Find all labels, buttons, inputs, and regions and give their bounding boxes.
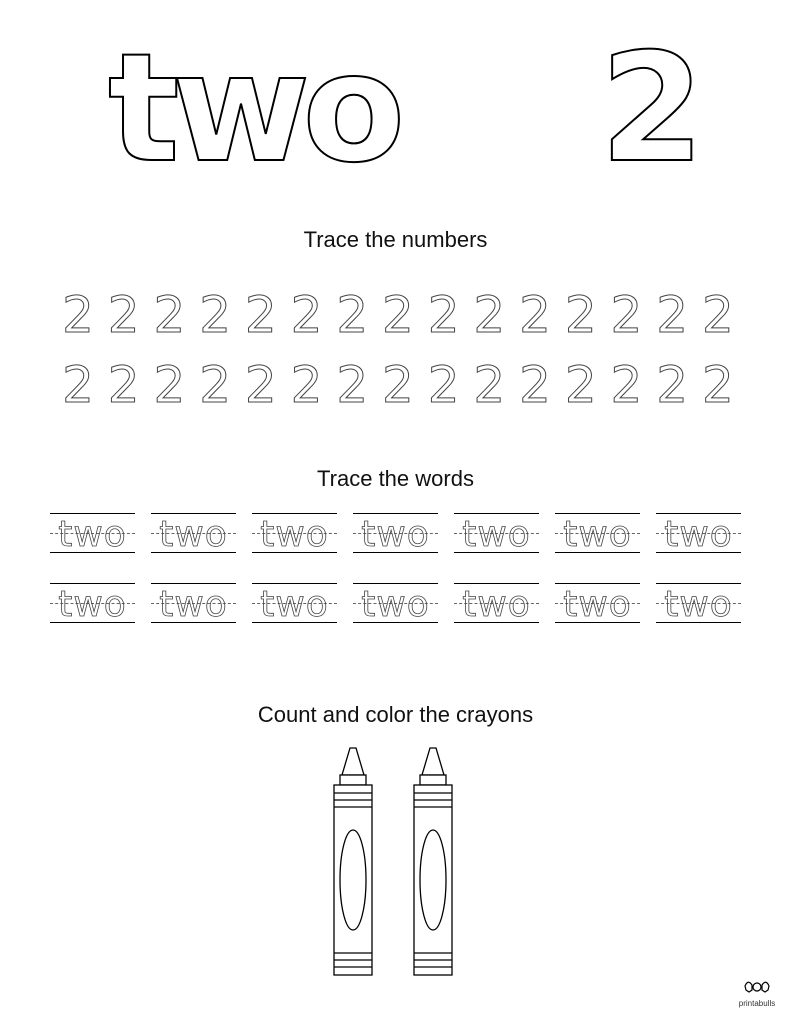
- trace-numeral: 2: [62, 286, 94, 344]
- crayon-group: [330, 745, 460, 980]
- word-trace-cell: [656, 513, 741, 559]
- trace-word: two: [260, 514, 329, 555]
- word-trace-cell: [555, 513, 640, 559]
- word-trace-cell: [555, 583, 640, 629]
- trace-numeral: 2: [701, 286, 734, 344]
- trace-word: two: [462, 514, 531, 555]
- word-trace-cell: [454, 513, 539, 559]
- trace-numeral: 2: [610, 356, 643, 414]
- word-trace-cell: [454, 583, 539, 629]
- trace-numeral: 2: [199, 286, 232, 344]
- trace-numeral: 2: [244, 286, 277, 344]
- number-trace-row: [58, 286, 738, 344]
- trace-word: two: [58, 584, 127, 625]
- trace-numeral: 2: [107, 286, 140, 344]
- trace-word: two: [159, 584, 228, 625]
- trace-numeral: 2: [701, 356, 734, 414]
- trace-numeral: 2: [473, 356, 506, 414]
- trace-word: two: [664, 584, 733, 625]
- trace-numeral: 2: [336, 356, 369, 414]
- crayon: [334, 748, 372, 975]
- word-trace-cell: [50, 513, 135, 559]
- logo-text: printabulls: [738, 999, 776, 1008]
- trace-word: two: [563, 584, 632, 625]
- trace-word: two: [361, 584, 430, 625]
- trace-numeral: 2: [153, 286, 186, 344]
- trace-numeral: 2: [382, 286, 414, 344]
- trace-words-heading: Trace the words: [317, 466, 474, 491]
- trace-numeral: 2: [107, 356, 140, 414]
- word-trace-cell: [252, 513, 337, 559]
- trace-word: two: [58, 514, 127, 555]
- trace-numeral: 2: [290, 286, 323, 344]
- trace-numbers-heading: Trace the numbers: [303, 227, 488, 252]
- word-trace-cell: [252, 583, 337, 629]
- trace-numeral: 2: [336, 286, 369, 344]
- crayon: [414, 748, 452, 975]
- trace-numeral: 2: [610, 286, 643, 344]
- trace-numeral: 2: [382, 356, 414, 414]
- word-trace-cell: [151, 513, 236, 559]
- crayons-svg: [330, 745, 460, 980]
- word-trace-row: [50, 583, 741, 629]
- trace-numeral: 2: [564, 286, 597, 344]
- trace-word: two: [664, 514, 733, 555]
- trace-word: two: [462, 584, 531, 625]
- trace-word: two: [159, 514, 228, 555]
- trace-numeral: 2: [244, 356, 277, 414]
- title-word: two: [108, 22, 398, 196]
- trace-numeral: 2: [290, 356, 323, 414]
- word-trace-cell: [353, 513, 438, 559]
- printabulls-logo: [733, 978, 781, 1006]
- trace-numeral: 2: [62, 356, 94, 414]
- number-trace-row: [58, 356, 738, 414]
- trace-word: two: [563, 514, 632, 555]
- trace-numeral: 2: [153, 356, 186, 414]
- trace-word: two: [260, 584, 329, 625]
- trace-numeral: 2: [656, 356, 689, 414]
- word-trace-cell: [353, 583, 438, 629]
- word-trace-cell: [50, 583, 135, 629]
- trace-numeral: 2: [519, 356, 551, 414]
- trace-numeral: 2: [427, 356, 460, 414]
- word-trace-row: [50, 513, 741, 559]
- trace-word: two: [361, 514, 430, 555]
- word-trace-cell: [656, 583, 741, 629]
- trace-numeral: 2: [519, 286, 551, 344]
- title-numeral: 2: [600, 22, 705, 196]
- trace-numeral: 2: [199, 356, 232, 414]
- count-color-heading: Count and color the crayons: [257, 702, 534, 727]
- trace-numeral: 2: [473, 286, 506, 344]
- trace-numeral: 2: [564, 356, 597, 414]
- trace-numeral: 2: [656, 286, 689, 344]
- trace-numeral: 2: [427, 286, 460, 344]
- word-trace-cell: [151, 583, 236, 629]
- bull-icon: [742, 978, 772, 994]
